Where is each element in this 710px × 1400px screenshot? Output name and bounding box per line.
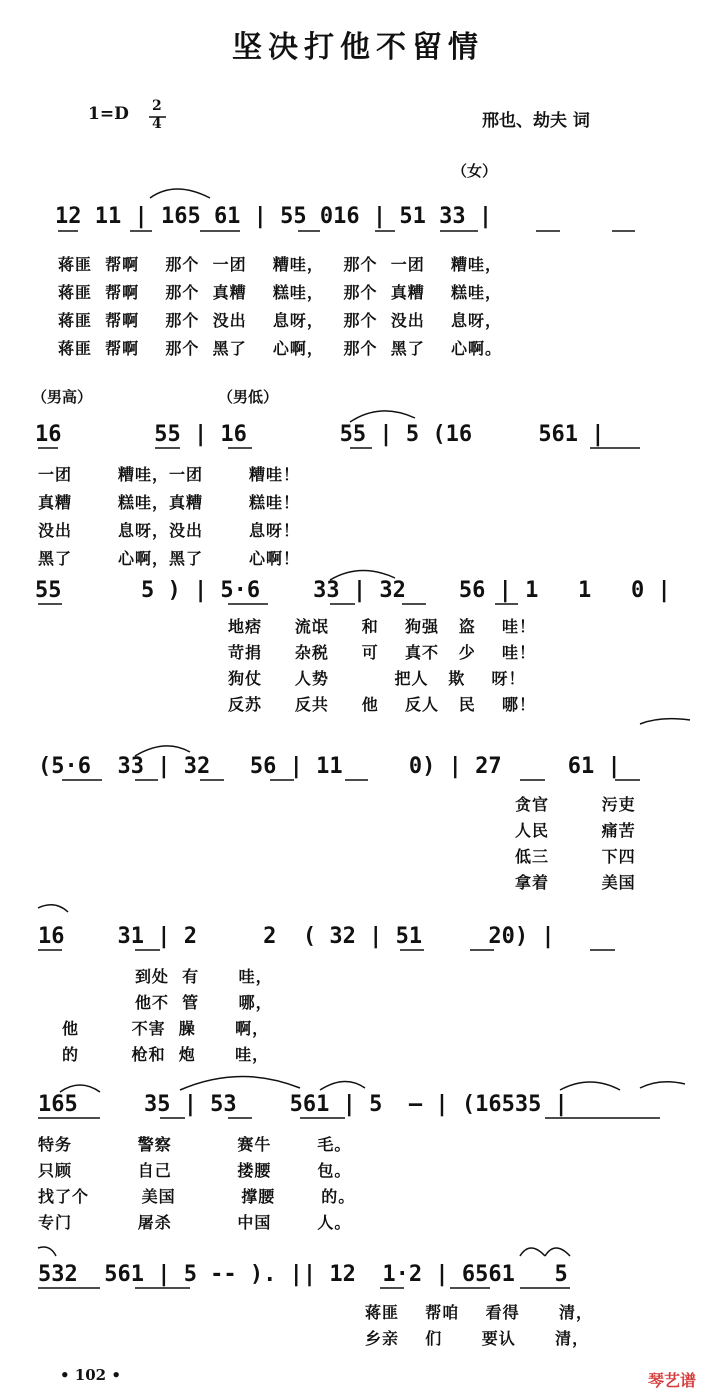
lyrics-s3-l2: 苛捐 杂税 可 真不 少 哇！ (228, 643, 536, 662)
lyrics-s2-l2: 真糟 糕哇，真糟 糕哇！ (38, 493, 300, 512)
watermark-logo: 琴艺谱 (648, 1371, 697, 1390)
lyrics-s6-l4: 专门 屠杀 中国 人。 (38, 1213, 352, 1232)
lyrics-s6-l1: 特务 警察 赛牛 毛。 (38, 1135, 352, 1154)
lyrics-s2-l4: 黑了 心啊，黑了 心啊！ (38, 549, 300, 568)
score-system-4: (5·6 33 | 32 56 | 11 0) | 27 61 | (38, 754, 621, 779)
lyrics-s5-l3: 他 不害 臊 啊， (62, 1019, 270, 1038)
lyrics-s1-l2: 蒋匪 帮啊 那个 真糟 糕哇， 那个 真糟 糕哇， (58, 283, 502, 302)
slur-s6e (640, 1082, 685, 1088)
score-system-2: 16 55 | 16 55 | 5 (16 561 | (35, 422, 605, 447)
slur-s7a (38, 1247, 56, 1256)
role-female: （女） (452, 162, 498, 180)
score-system-6: 165 35 | 53 561 | 5 — | (16535 | (38, 1092, 568, 1117)
score-system-3: 55 5 ) | 5·6 33 | 32 56 | 1 1 0 | (35, 578, 671, 603)
slur-s2 (350, 411, 415, 422)
lyrics-s4-l4: 拿着 美国 (515, 873, 636, 892)
lyrics-s6-l3: 找了个 美国 撑腰 的。 (38, 1187, 356, 1206)
lyrics-s6-l2: 只顾 自己 搂腰 包。 (38, 1161, 352, 1180)
lyrics-s4-l2: 人民 痛苦 (515, 821, 636, 840)
lyrics-s1-l1: 蒋匪 帮啊 那个 一团 糟哇， 那个 一团 糟哇， (58, 255, 502, 274)
slur-s1 (150, 189, 210, 198)
lyrics-s2-l3: 没出 息呀，没出 息呀！ (38, 521, 300, 540)
lyrics-s5-l2: 他不 管 哪， (135, 993, 273, 1012)
credits: 邢也、劫夫 词 (482, 111, 590, 131)
lyrics-s3-l1: 地痞 流氓 和 狗强 盗 哇！ (228, 617, 536, 636)
slur-s4b (640, 719, 690, 724)
lyrics-s5-l1: 到处 有 哇， (135, 967, 273, 986)
lyrics-s1-l4: 蒋匪 帮啊 那个 黑了 心啊， 那个 黑了 心啊。 (58, 339, 502, 358)
time-signature-top: 2 (152, 98, 162, 114)
score-system-7: 532 561 | 5 -- ). || 12 1·2 | 6561 5 (38, 1262, 568, 1287)
lyrics-s1-l3: 蒋匪 帮啊 那个 没出 息呀， 那个 没出 息呀， (58, 311, 502, 330)
role-male-high: （男高） (32, 388, 93, 406)
slur-s4 (135, 746, 190, 756)
lyrics-s4-l1: 贪官 污吏 (515, 795, 636, 814)
lyrics-s5-l4: 的 枪和 炮 哇， (62, 1045, 270, 1064)
lyrics-s4-l3: 低三 下四 (515, 847, 636, 866)
key-signature: 1=D (88, 104, 129, 124)
lyrics-s3-l4: 反苏 反共 他 反人 民 哪！ (228, 695, 536, 714)
slur-s6a (60, 1085, 100, 1092)
slur-s3 (330, 570, 395, 580)
lyrics-s3-l3: 狗仗 人势 把人 欺 呀！ (228, 669, 526, 688)
slur-s7b (520, 1248, 545, 1256)
score-system-5: 16 31 | 2 2 ( 32 | 51 20) | (38, 924, 555, 949)
page-title: 坚决打他不留情 (232, 30, 484, 65)
slur-s6b (180, 1076, 300, 1090)
slur-s7c (545, 1248, 570, 1256)
lyrics-s7-l2: 乡亲 们 要认 清， (365, 1329, 590, 1348)
role-male-low: （男低） (218, 388, 279, 406)
lyrics-s7-l1: 蒋匪 帮咱 看得 清， (365, 1303, 593, 1322)
slur-s6c (320, 1081, 365, 1090)
slur-s5 (38, 905, 68, 912)
lyrics-s2-l1: 一团 糟哇，一团 糟哇！ (38, 465, 300, 484)
slur-s6d (560, 1082, 620, 1090)
time-signature-bottom: 4 (152, 116, 162, 132)
page-number: • 102 • (60, 1366, 121, 1384)
score-system-1: 12 11 | 165 61 | 55 016 | 51 33 | (55, 204, 493, 229)
